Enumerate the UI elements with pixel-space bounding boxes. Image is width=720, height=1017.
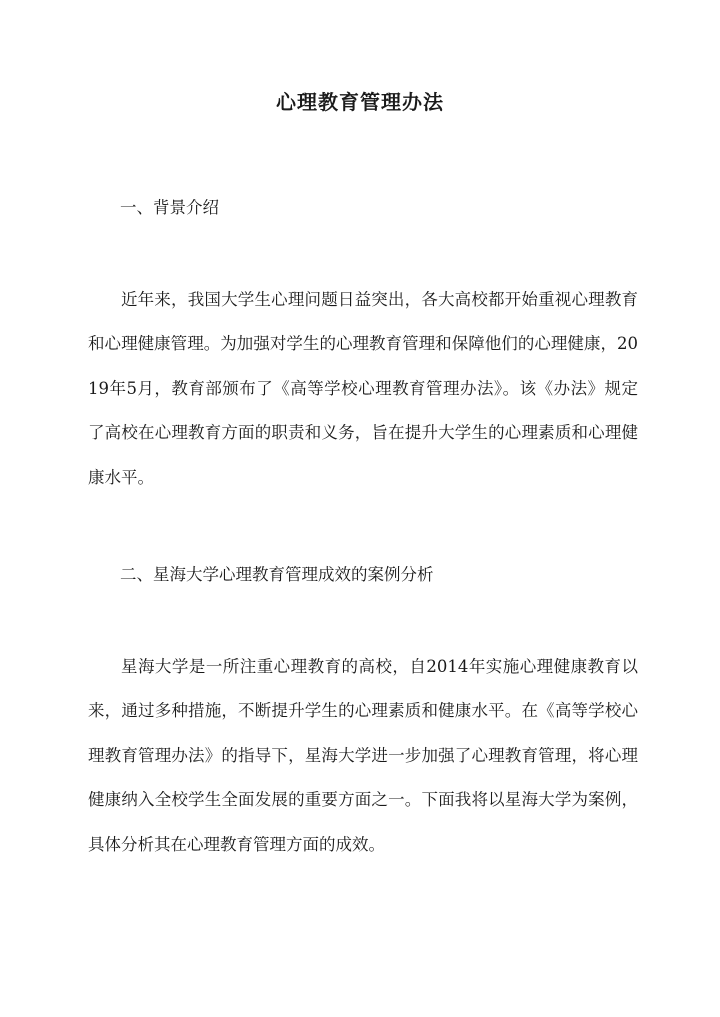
section-paragraph-case-analysis: 星海大学是一所注重心理教育的高校，自2014年实施心理健康教育以来，通过多种措施，不断提升学生的心理素质和健康水平。在《高等学校心理教育管理办法》的指导下，星海大学进一步加强了心理教育管理，将心理健康纳入全校学生全面发展的重要方面之一。下面我将以星海大学为案例，具体分析其在心理教育管理方面的成效。 [88, 657, 638, 854]
document-title: 心理教育管理办法 [276, 90, 444, 114]
section-paragraph-background: 近年来，我国大学生心理问题日益突出，各大高校都开始重视心理教育和心理健康管理。为加强对学生的心理教育管理和保障他们的心理健康，2019年5月，教育部颁布了《高等学校心理教育管理办法》。该《办法》规定了高校在心理教育方面的职责和义务，旨在提升大学生的心理素质和心理健康水平。 [88, 290, 638, 487]
section-heading-case-analysis: 二、星海大学心理教育管理成效的案例分析 [120, 565, 434, 584]
section-heading-background: 一、背景介绍 [120, 198, 219, 217]
